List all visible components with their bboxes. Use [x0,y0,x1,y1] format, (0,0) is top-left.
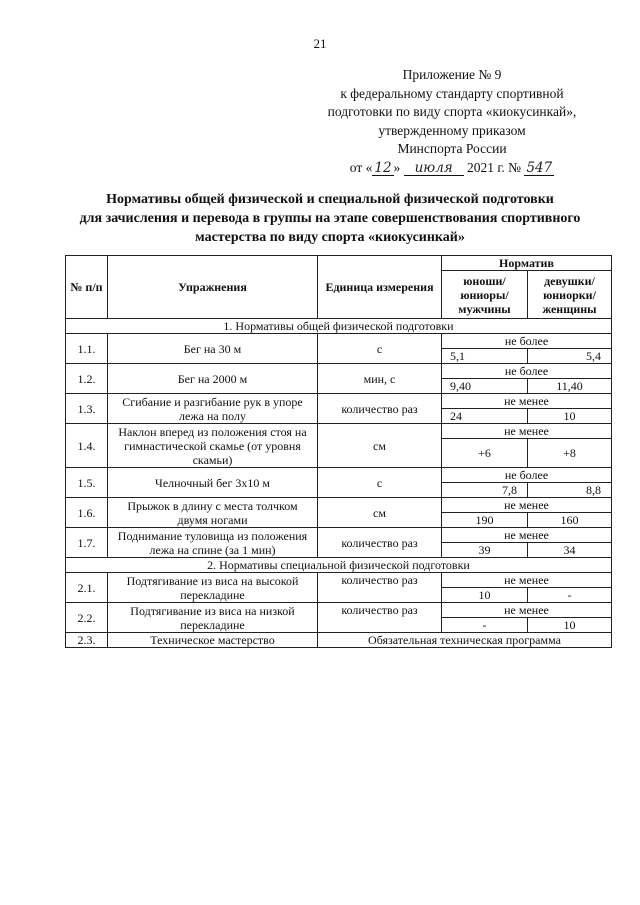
row-female: 10 [528,409,612,424]
page-number: 21 [313,36,327,51]
row-condition: не менее [442,424,612,439]
row-num: 2.2. [66,603,108,633]
row-male: - [442,618,528,633]
row-unit: количество раз [318,573,442,603]
table-row [66,603,612,618]
row-exercise: Прыжок в длину с места толчком двумя ногами [108,498,318,528]
appendix-line3: подготовки по виду спорта «киокусинкай», [327,104,577,119]
row-female: 5,4 [528,349,612,364]
appendix-line2: к федеральному стандарту спортивной [340,85,564,101]
header-norm: Норматив [442,256,612,271]
row-num: 1.3. [66,394,108,424]
row-condition: не менее [442,528,612,543]
table-row [66,468,612,483]
section-row [66,319,612,334]
row-male: 9,40 [442,379,528,394]
title-line3: мастерства по виду спорта «киокусинкай» [195,230,465,245]
row-num: 1.1. [66,334,108,364]
row-unit: количество раз [318,528,442,558]
row-female: +8 [528,439,612,468]
row-condition: не более [442,468,612,483]
row-num: 1.6. [66,498,108,528]
header-unit: Единица измерения [318,256,442,319]
row-num: 1.7. [66,528,108,558]
table-row [66,498,612,513]
section-title: 2. Нормативы специальной физической подготовки [66,558,612,573]
row-female: 160 [528,513,612,528]
row-condition: не более [442,334,612,349]
title-line1: Нормативы общей физической и специальной физической подготовки [106,192,554,207]
table-row [66,394,612,409]
row-condition: не менее [442,498,612,513]
date-day: 12 [374,159,392,176]
row-female: 11,40 [528,379,612,394]
row-female: 8,8 [528,483,612,498]
table-row [66,528,612,543]
appendix-line5: Минспорта России [397,141,507,156]
row-num: 1.4. [66,424,108,468]
date-year: 2021 г. № [467,159,522,175]
row-condition: не более [442,364,612,379]
row-condition: не менее [442,603,612,618]
row-num: 2.3. [66,633,108,648]
appendix-line1: Приложение № 9 [402,67,502,82]
norms-table [65,255,612,648]
appendix-date-line [302,159,602,178]
date-number: 547 [526,159,553,176]
date-month: июля [404,161,464,176]
header-num: № п/п [66,256,108,319]
row-male: 10 [442,588,528,603]
row-exercise: Бег на 2000 м [108,364,318,394]
row-exercise: Подтягивание из виса на высокой перекладине [108,573,318,603]
row-condition: не менее [442,573,612,588]
row-exercise: Челночный бег 3x10 м [108,468,318,498]
row-unit: с [318,334,442,364]
appendix-block [302,66,602,177]
table-row [66,633,612,648]
appendix-line4: утвержденному приказом [378,122,526,138]
row-unit: см [318,424,442,468]
row-num: 1.5. [66,468,108,498]
row-unit: количество раз [318,603,442,633]
header-exercise: Упражнения [108,256,318,319]
row-female: 34 [528,543,612,558]
row-unit: с [318,468,442,498]
row-female: - [528,588,612,603]
title-line2: для зачисления и перевода в группы на этапе совершенствования спортивного [79,211,581,226]
row-exercise: Наклон вперед из положения стоя на гимнастической скамье (от уровня скамьи) [108,424,318,468]
row-unit: мин, с [318,364,442,394]
row-exercise: Техническое мастерство [108,633,318,648]
document-title [40,190,620,247]
header-row [66,256,612,271]
table-row [66,364,612,379]
row-male: 24 [442,409,528,424]
row-unit: количество раз [318,394,442,424]
date-mid: » [393,159,401,175]
row-unit: см [318,498,442,528]
row-norm: Обязательная техническая программа [318,633,612,648]
row-exercise: Сгибание и разгибание рук в упоре лежа на полу [108,394,318,424]
section-title: 1. Нормативы общей физической подготовки [66,319,612,334]
row-num: 1.2. [66,364,108,394]
row-male: 190 [442,513,528,528]
header-male: юноши/ юниоры/ мужчины [442,271,528,319]
section-row [66,558,612,573]
date-prefix: от « [349,159,373,175]
row-female: 10 [528,618,612,633]
row-exercise: Бег на 30 м [108,334,318,364]
row-num: 2.1. [66,573,108,603]
table-row [66,424,612,439]
row-exercise: Поднимание туловища из положения лежа на спине (за 1 мин) [108,528,318,558]
row-male: +6 [442,439,528,468]
row-exercise: Подтягивание из виса на низкой перекладине [108,603,318,633]
row-male: 5,1 [442,349,528,364]
table-row [66,573,612,588]
row-male: 39 [442,543,528,558]
row-condition: не менее [442,394,612,409]
row-male: 7,8 [442,483,528,498]
table-row [66,334,612,349]
header-female: девушки/ юниорки/ женщины [528,271,612,319]
